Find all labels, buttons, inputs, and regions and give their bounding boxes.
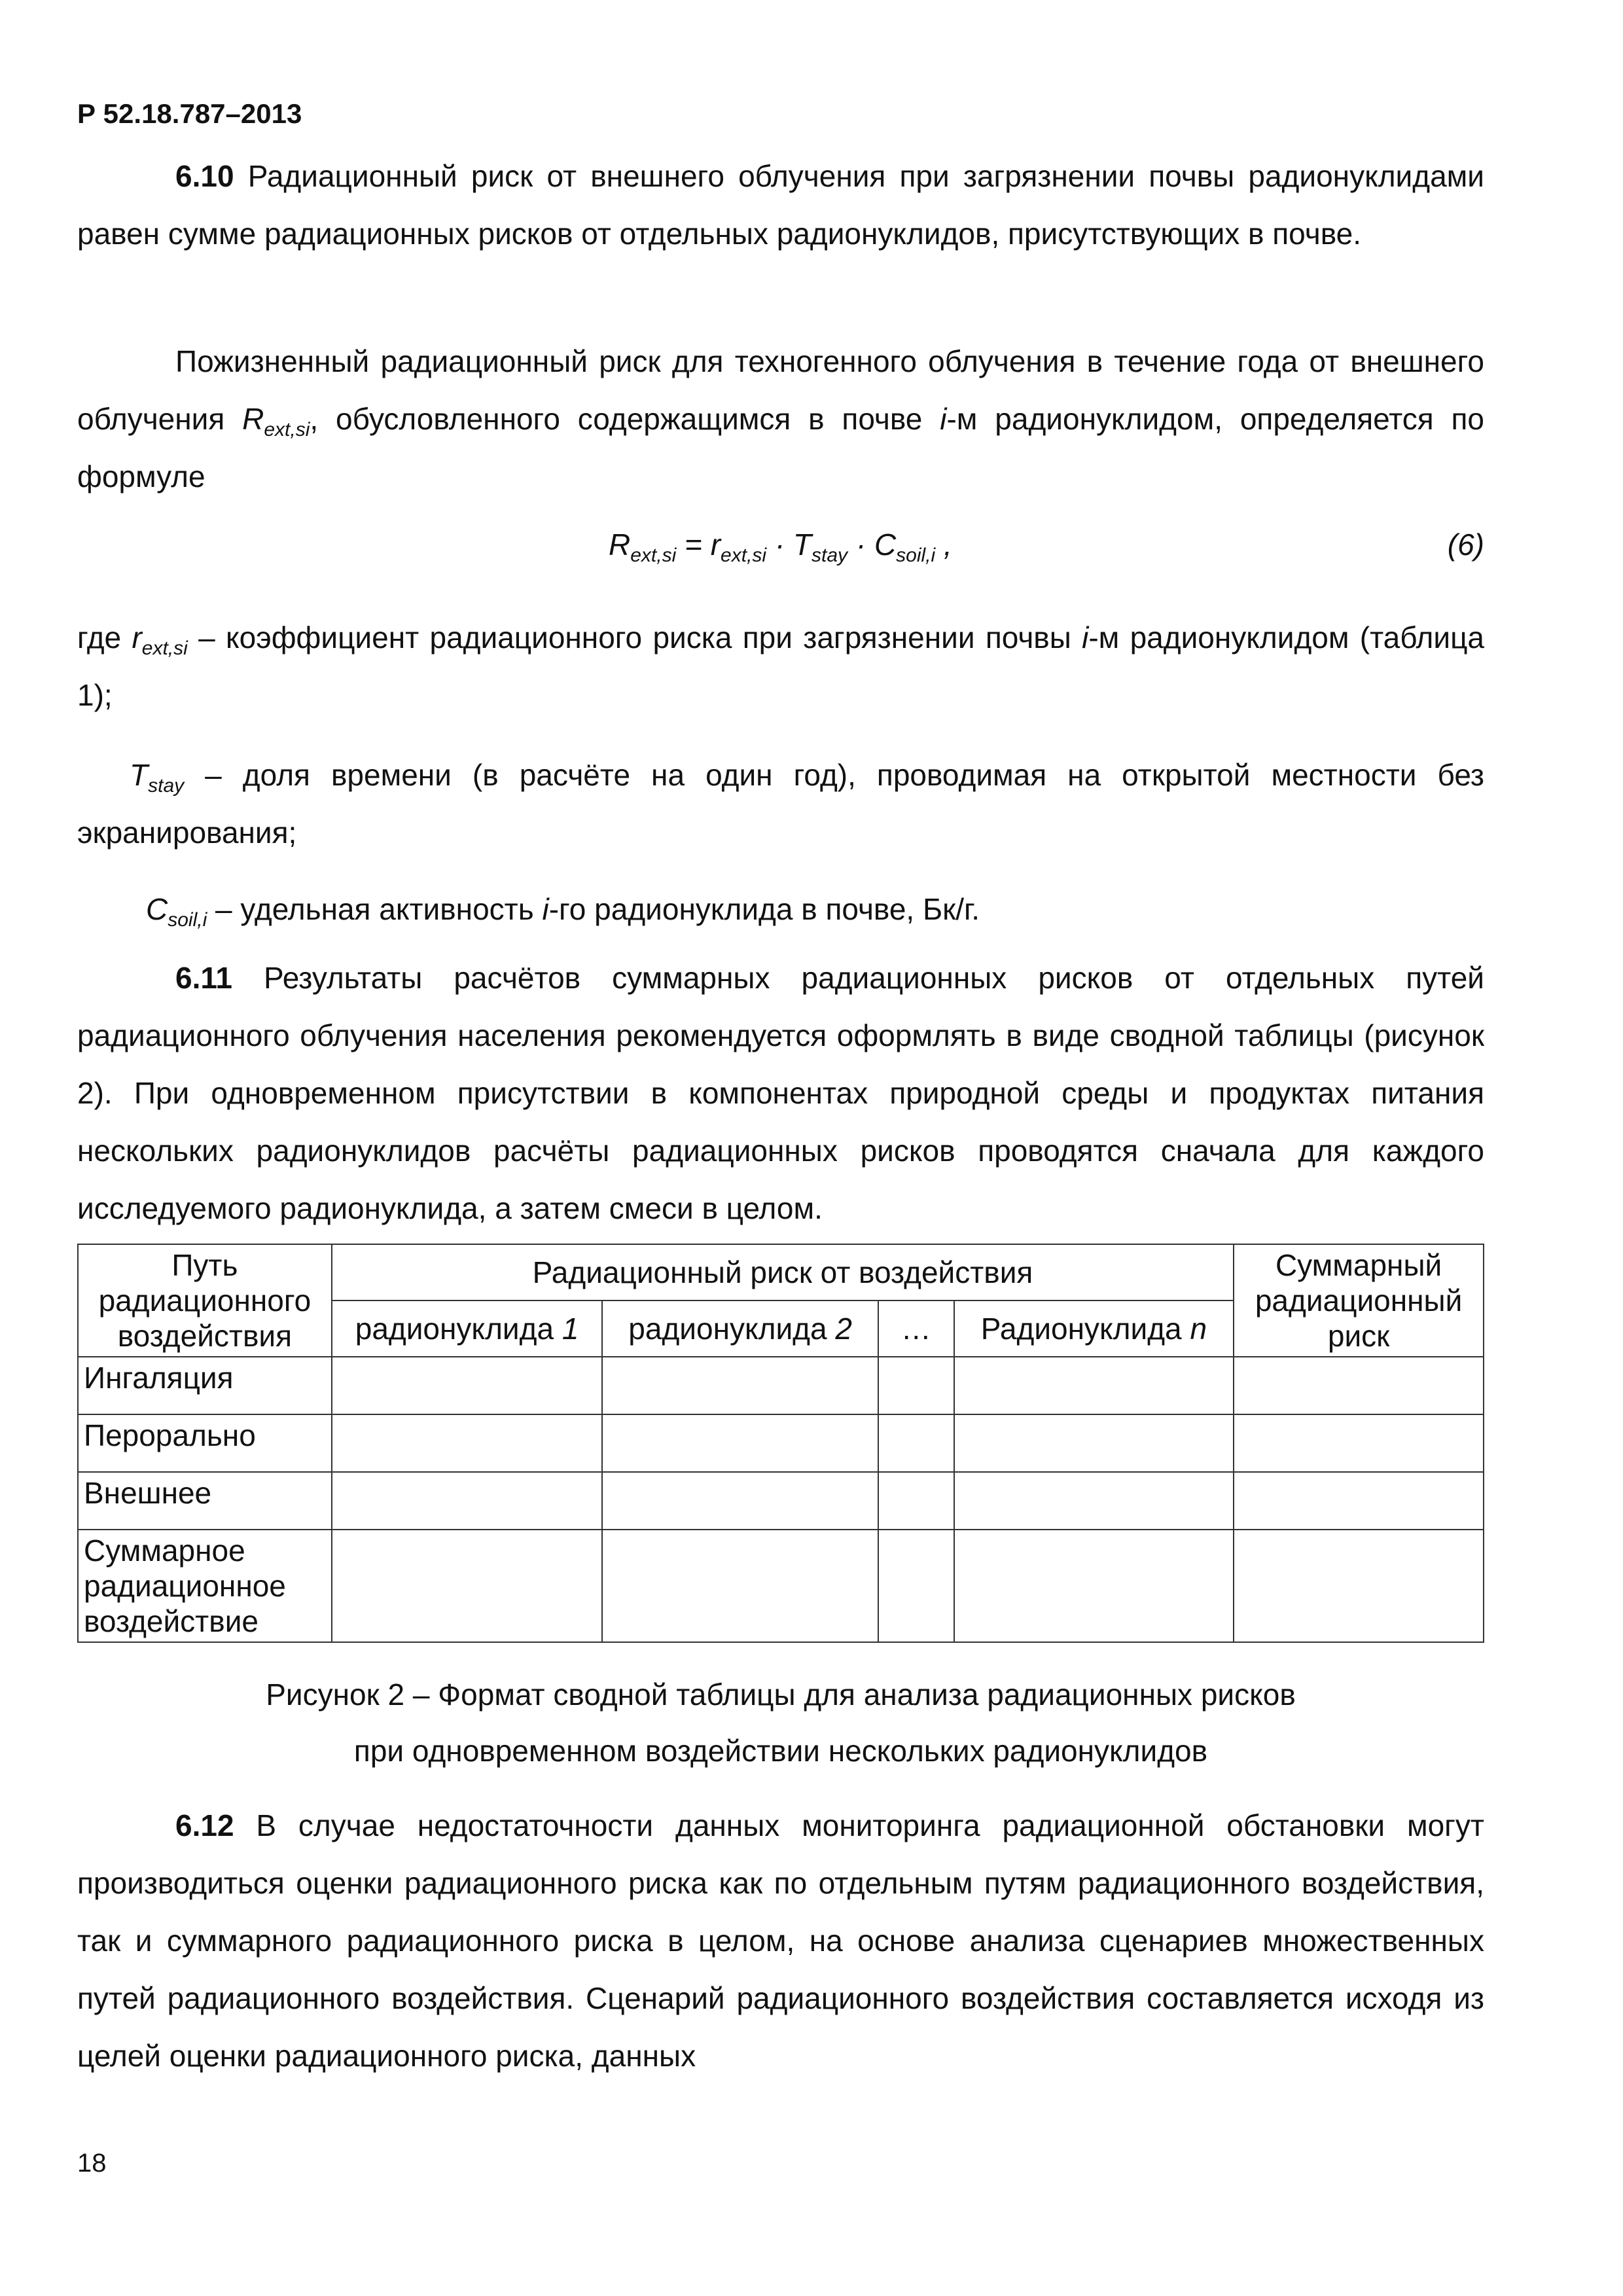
header-index: 2 [835,1312,852,1346]
col-nuclide-2-header [602,1300,878,1357]
table-cell [878,1472,954,1530]
section-number: 6.12 [175,1808,234,1842]
text-fragment: где [77,620,132,655]
header-text: радионуклида [355,1312,562,1346]
col-group-header: Радиационный риск от воздействия [332,1244,1234,1300]
header-text: Радионуклида [980,1312,1190,1346]
row-label: Внешнее [78,1472,332,1530]
table-cell [332,1530,603,1642]
text-fragment: -го радионуклида в почве, Бк/г. [548,892,980,926]
section-text: Результаты расчётов суммарных радиационных рисков от отдельных путей радиационного облучения населения рекомендуется оформлять в виде сводной таблицы (рисунок 2). При одновременном присутствии в компонентах природной среды и продуктах питания нескольких радионуклидов расчёты радиационных рисков проводятся сначала для каждого исследуемого радионуклида, а затем смеси в целом. [77,961,1484,1225]
formula-part: R [609,528,631,562]
section-6-11 [77,949,1484,1237]
document-code: Р 52.18.787–2013 [77,98,302,129]
table-cell [878,1357,954,1414]
row-label: Перорально [78,1414,332,1472]
table-row [78,1472,1484,1530]
table-header-row [78,1244,1484,1300]
page-number: 18 [77,2149,107,2178]
table-cell [954,1530,1234,1642]
table-cell [332,1414,603,1472]
text-fragment: -м радионуклидом, определяется по формуле [77,402,1484,493]
symbol-i: i [1082,620,1089,655]
table-cell [1234,1357,1484,1414]
figure-caption-line-1: Рисунок 2 – Формат сводной таблицы для анализа радиационных рисков [266,1677,1296,1712]
formula-6 [609,527,952,566]
formula-part: · C [847,528,897,562]
col-path-header: Путь радиационного воздействия [78,1244,332,1357]
col-total-header: Суммарный радиационный риск [1234,1244,1484,1357]
text-fragment: Пожизненный радиационный риск для техногенного облучения в течение года от внешнего облучения [77,344,1484,436]
col-ellipsis-header [878,1300,954,1357]
definition-t [77,746,1484,861]
header-index: n [1190,1312,1207,1346]
subscript: soil,i [896,545,936,566]
table-cell [602,1357,878,1414]
row-label: Суммарное радиационное воздействие [78,1530,332,1642]
text-fragment: -м радионуклидом (таблица 1); [77,620,1484,712]
text-fragment: – коэффициент радиационного риска при загрязнении почвы [187,620,1082,655]
table-cell [1234,1472,1484,1530]
subscript: ext,si [264,419,310,440]
header-text: … [901,1312,931,1346]
table-row [78,1357,1484,1414]
section-text: Радиационный риск от внешнего облучения при загрязнении почвы радионуклидами равен сумме радиационных рисков от отдельных радионуклидов, присутствующих в почве. [77,159,1484,251]
header-text: радионуклида [628,1312,836,1346]
formula-number: (6) [1447,528,1484,562]
definition-r [77,609,1484,724]
table-row [78,1414,1484,1472]
formula-part: · T [766,528,812,562]
section-number: 6.10 [175,159,234,193]
text-fragment: , обусловленного содержащимся в почве [310,402,940,436]
definition-c [77,880,1484,938]
table-row [78,1530,1484,1642]
symbol-t: T [130,758,149,792]
subscript: soil,i [168,909,207,931]
table-cell [878,1414,954,1472]
section-6-10 [77,147,1484,262]
lifetime-risk-paragraph [77,332,1484,505]
table-cell [1234,1530,1484,1642]
symbol-i: i [940,402,947,436]
formula-part: = r [676,528,721,562]
subscript: stay [812,545,848,566]
table-cell [1234,1414,1484,1472]
section-6-12 [77,1797,1484,2085]
header-index: 1 [562,1312,579,1346]
text-fragment: – доля времени (в расчёте на один год), проводимая на открытой местности без экранирования; [77,758,1484,850]
row-label: Ингаляция [78,1357,332,1414]
table-cell [954,1357,1234,1414]
table-cell [602,1414,878,1472]
table-cell [332,1472,603,1530]
symbol-c: C [146,892,168,926]
col-nuclide-1-header [332,1300,603,1357]
figure-caption-line-2: при одновременном воздействии нескольких радионуклидов [353,1734,1208,1768]
subscript: ext,si [721,545,767,566]
symbol-i: i [542,892,549,926]
subscript: stay [148,775,185,797]
table-cell [332,1357,603,1414]
symbol-r: R [242,402,264,436]
col-nuclide-n-header [954,1300,1234,1357]
formula-part: , [935,528,952,562]
table-cell [954,1414,1234,1472]
symbol-r: r [132,620,142,655]
text-fragment: – удельная активность [207,892,543,926]
subscript: ext,si [630,545,677,566]
table-cell [954,1472,1234,1530]
subscript: ext,si [141,637,188,659]
table-cell [602,1472,878,1530]
section-number: 6.11 [175,961,232,995]
table-cell [602,1530,878,1642]
section-text: В случае недостаточности данных мониторинга радиационной обстановки могут производиться оценки радиационного риска как по отдельным путям радиационного воздействия, так и суммарного радиационного риска в целом, на основе анализа сценариев множественных путей радиационного воздействия. Сценарий радиационного воздействия составляется исходя из целей оценки радиационного риска, данных [77,1808,1484,2073]
summary-risk-table [77,1244,1484,1643]
table-cell [878,1530,954,1642]
